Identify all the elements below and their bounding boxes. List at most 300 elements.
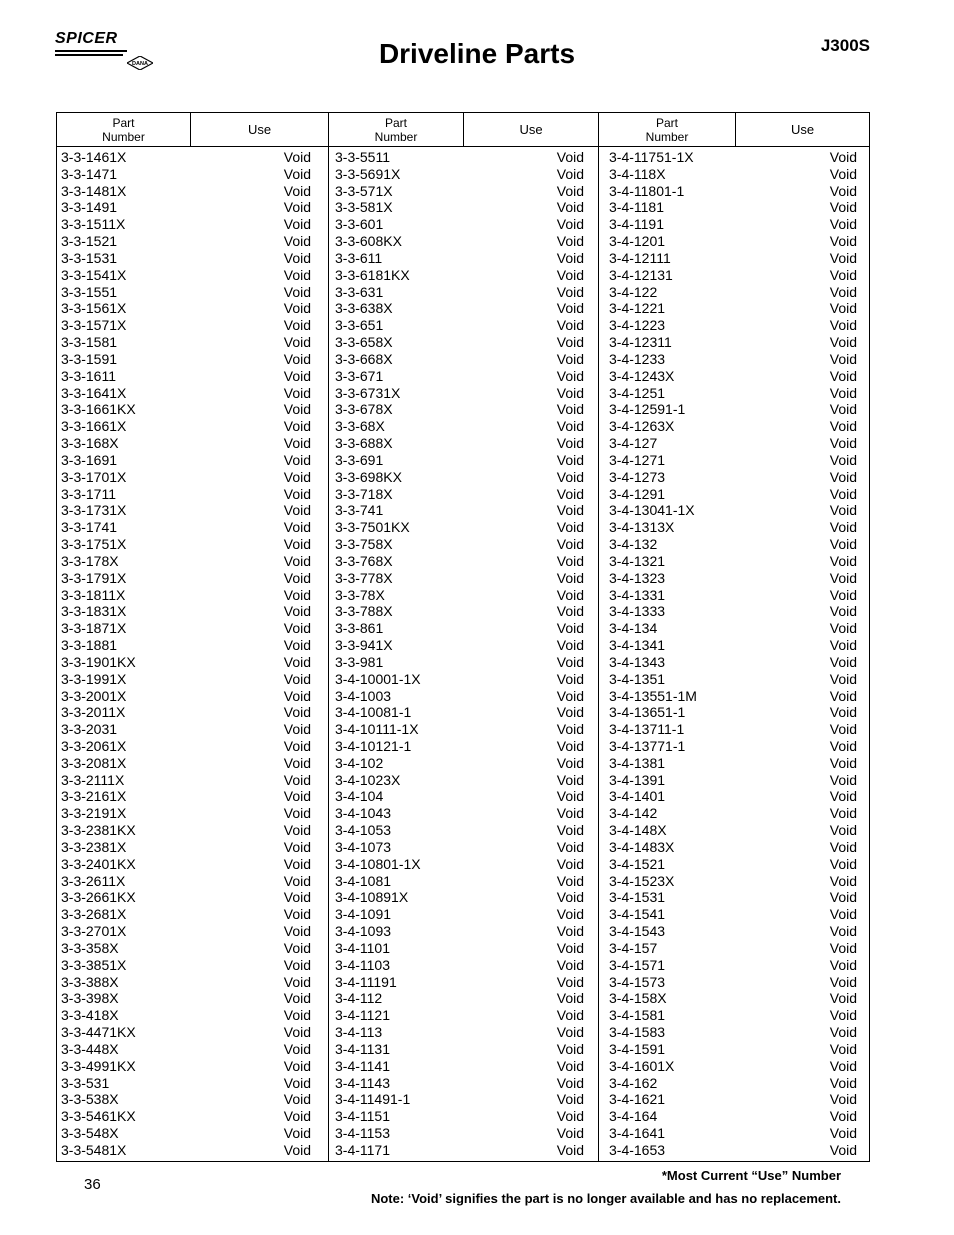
part-number: 3-4-1233 [609,350,666,367]
part-use: Void [283,838,311,855]
part-use: Void [283,536,311,553]
part-use: Void [829,182,857,199]
part-number: 3-4-1343 [609,653,666,670]
table-row [61,250,311,267]
part-number: 3-3-5461KX [61,1108,136,1125]
part-number: 3-4-1341 [609,637,666,654]
table-row [61,351,311,368]
part-number: 3-4-1573 [609,973,666,990]
part-use: Void [556,1125,584,1142]
brand-name: SPICER [55,30,118,47]
part-use: Void [283,973,311,990]
part-use: Void [556,788,584,805]
table-row [335,856,584,873]
table-row [335,889,584,906]
part-number: 3-4-1151 [335,1108,391,1125]
table-row [609,452,857,469]
header-divider [463,113,464,146]
table-row [61,755,311,772]
part-number: 3-4-127 [609,435,658,452]
part-use: Void [283,199,311,216]
part-number: 3-3-691 [335,451,384,468]
part-use: Void [556,536,584,553]
part-number: 3-3-5691X [335,165,401,182]
part-use: Void [829,1040,857,1057]
part-number: 3-4-1043 [335,805,392,822]
header-divider [190,113,191,146]
part-number: 3-4-164 [609,1108,658,1125]
part-use: Void [283,451,311,468]
table-row [609,284,857,301]
part-use: Void [829,468,857,485]
table-row [335,284,584,301]
table-row [609,317,857,334]
table-row [609,553,857,570]
table-row [609,688,857,705]
part-number: 3-4-1273 [609,468,666,485]
table-row [61,620,311,637]
part-use: Void [829,165,857,182]
part-number: 3-3-941X [335,637,393,654]
part-use: Void [829,418,857,435]
part-use: Void [829,687,857,704]
table-row [61,721,311,738]
part-number: 3-4-122 [609,283,658,300]
part-use: Void [829,990,857,1007]
part-use: Void [283,620,311,637]
part-number: 3-3-631 [335,283,384,300]
table-row [61,233,311,250]
part-number: 3-4-118X [609,165,666,182]
table-row [609,856,857,873]
part-number: 3-4-11751-1X [609,149,694,165]
part-number: 3-4-1391 [609,771,666,788]
part-number: 3-3-5481X [61,1141,127,1158]
part-use: Void [283,1091,311,1108]
part-number: 3-3-398X [61,990,119,1007]
part-number: 3-4-1653 [609,1141,666,1158]
table-row [61,452,311,469]
part-number: 3-3-1751X [61,536,127,553]
part-number: 3-4-1621 [609,1091,666,1108]
table-row [61,856,311,873]
part-number: 3-3-1831X [61,603,127,620]
table-row [335,351,584,368]
part-number: 3-3-1551 [61,283,118,300]
table-row [335,233,584,250]
table-row [335,688,584,705]
table-row [61,906,311,923]
part-use: Void [556,249,584,266]
part-use: Void [283,990,311,1007]
table-row [61,368,311,385]
table-row [335,738,584,755]
header-part-number: Part Number [374,115,418,144]
part-number: 3-3-1481X [61,182,127,199]
part-use: Void [556,266,584,283]
part-use: Void [556,838,584,855]
part-use: Void [556,923,584,940]
part-use: Void [829,889,857,906]
part-use: Void [829,939,857,956]
part-number: 3-3-1901KX [61,653,136,670]
table-row [335,199,584,216]
table-row [609,519,857,536]
part-use: Void [556,283,584,300]
table-row [335,671,584,688]
part-number: 3-4-1591 [609,1040,666,1057]
part-use: Void [556,939,584,956]
part-use: Void [283,872,311,889]
part-number: 3-4-13771-1 [609,737,686,754]
table-row [609,755,857,772]
table-row [335,704,584,721]
part-number: 3-3-1471 [61,165,118,182]
part-number: 3-3-2111X [61,771,125,788]
part-use: Void [829,704,857,721]
part-number: 3-3-2381X [61,838,127,855]
table-row [609,772,857,789]
table-row [61,637,311,654]
table-row [335,906,584,923]
part-use: Void [283,182,311,199]
part-number: 3-4-11191 [335,973,397,990]
table-row [609,923,857,940]
part-use: Void [556,317,584,334]
part-number: 3-4-12311 [609,334,672,351]
part-number: 3-3-1461X [61,149,127,165]
table-row [335,957,584,974]
table-row [61,1007,311,1024]
part-use: Void [556,1024,584,1041]
part-number: 3-3-2031 [61,721,118,738]
part-use: Void [556,653,584,670]
part-use: Void [829,384,857,401]
part-use: Void [829,350,857,367]
part-use: Void [556,485,584,502]
part-number: 3-4-1313X [609,519,675,536]
table-row [609,1041,857,1058]
part-use: Void [283,552,311,569]
table-row [335,873,584,890]
part-use: Void [556,889,584,906]
table-row [61,469,311,486]
table-row [335,166,584,183]
part-number: 3-3-668X [335,350,393,367]
table-row [609,873,857,890]
part-use: Void [829,653,857,670]
part-number: 3-4-1483X [609,838,675,855]
table-row [609,974,857,991]
part-number: 3-4-1401 [609,788,666,805]
part-number: 3-3-78X [335,586,385,603]
table-row [61,1075,311,1092]
part-use: Void [283,266,311,283]
part-number: 3-4-1103 [335,956,391,973]
part-number: 3-3-698KX [335,468,402,485]
table-row [61,334,311,351]
part-use: Void [829,771,857,788]
part-use: Void [556,165,584,182]
part-use: Void [829,822,857,839]
page-number: 36 [84,1176,101,1193]
table-row [335,990,584,1007]
part-number: 3-4-1523X [609,872,675,889]
part-number: 3-3-2191X [61,805,127,822]
part-use: Void [283,771,311,788]
part-number: 3-4-1601X [609,1057,675,1074]
part-use: Void [556,872,584,889]
part-use: Void [283,300,311,317]
table-row [609,738,857,755]
part-number: 3-4-1093 [335,923,392,940]
part-use: Void [829,923,857,940]
part-number: 3-4-10001-1X [335,670,421,687]
part-number: 3-3-1571X [61,317,127,334]
part-number: 3-3-1711 [61,485,117,502]
part-number: 3-4-1131 [335,1040,391,1057]
part-number: 3-3-358X [61,939,119,956]
part-use: Void [556,182,584,199]
table-row [61,1142,311,1159]
part-number: 3-4-148X [609,822,667,839]
part-use: Void [283,637,311,654]
part-use: Void [283,805,311,822]
table-row [335,974,584,991]
table-row [61,401,311,418]
part-number: 3-3-1991X [61,670,127,687]
part-use: Void [829,1091,857,1108]
part-use: Void [829,1108,857,1125]
part-use: Void [556,855,584,872]
table-row [609,401,857,418]
part-use: Void [829,1074,857,1091]
part-use: Void [283,249,311,266]
table-row [61,435,311,452]
part-use: Void [829,519,857,536]
part-use: Void [283,670,311,687]
table-row [335,267,584,284]
part-number: 3-4-104 [335,788,384,805]
part-number: 3-4-1351 [609,670,666,687]
table-row [61,738,311,755]
table-row [335,570,584,587]
part-use: Void [283,485,311,502]
part-number: 3-4-1541 [609,906,666,923]
table-row [335,519,584,536]
part-use: Void [829,838,857,855]
part-use: Void [283,283,311,300]
part-use: Void [556,620,584,637]
part-use: Void [283,788,311,805]
table-row [609,889,857,906]
part-number: 3-3-2701X [61,923,127,940]
part-use: Void [829,233,857,250]
table-row [61,1041,311,1058]
part-use: Void [829,485,857,502]
part-number: 3-3-6181KX [335,266,410,283]
table-row [609,149,857,166]
table-row [335,1041,584,1058]
part-use: Void [283,384,311,401]
table-row [335,368,584,385]
part-number: 3-3-1661KX [61,401,136,418]
part-number: 3-3-581X [335,199,393,216]
table-row [335,317,584,334]
part-number: 3-3-1871X [61,620,127,637]
part-number: 3-4-12591-1 [609,401,686,418]
table-row [335,300,584,317]
part-number: 3-3-718X [335,485,393,502]
part-use: Void [829,317,857,334]
part-number: 3-3-758X [335,536,393,553]
part-use: Void [283,401,311,418]
part-use: Void [556,956,584,973]
table-row [335,1007,584,1024]
table-row [61,873,311,890]
part-use: Void [556,334,584,351]
table-row [61,166,311,183]
part-use: Void [556,468,584,485]
table-row [609,1007,857,1024]
part-number: 3-4-1581 [609,1007,666,1024]
table-row [335,486,584,503]
part-use: Void [829,603,857,620]
part-number: 3-4-1531 [609,889,666,906]
header-use: Use [519,121,543,137]
table-row [609,671,857,688]
table-row [609,435,857,452]
table-row [61,587,311,604]
table-row [61,974,311,991]
part-use: Void [829,569,857,586]
part-use: Void [556,687,584,704]
table-row [335,183,584,200]
part-use: Void [283,502,311,519]
part-use: Void [283,569,311,586]
header-use: Use [790,121,815,137]
parts-column [335,149,584,1159]
table-row [61,822,311,839]
table-row [61,654,311,671]
part-use: Void [283,923,311,940]
part-use: Void [829,906,857,923]
part-use: Void [283,704,311,721]
part-use: Void [829,401,857,418]
part-use: Void [829,1024,857,1041]
table-row [61,990,311,1007]
part-number: 3-4-10121-1 [335,737,412,754]
part-use: Void [283,822,311,839]
table-row [61,216,311,233]
part-number: 3-4-1291 [609,485,666,502]
part-use: Void [283,855,311,872]
part-use: Void [556,754,584,771]
table-row [61,957,311,974]
part-use: Void [283,1057,311,1074]
part-number: 3-3-1881 [61,637,118,654]
part-number: 3-4-1121 [335,1007,391,1024]
table-row [609,469,857,486]
table-row [609,1108,857,1125]
part-number: 3-4-1243X [609,367,675,384]
part-number: 3-3-4471KX [61,1024,136,1041]
table-row [335,1091,584,1108]
table-row [335,149,584,166]
table-row [609,603,857,620]
table-row [609,704,857,721]
part-use: Void [556,737,584,754]
part-use: Void [283,586,311,603]
table-row [61,1125,311,1142]
part-use: Void [283,1040,311,1057]
table-row [61,1024,311,1041]
part-use: Void [829,536,857,553]
part-use: Void [283,1108,311,1125]
table-row [609,940,857,957]
part-use: Void [283,889,311,906]
table-row [609,536,857,553]
table-row [335,334,584,351]
part-number: 3-4-10111-1X [335,721,419,738]
table-row [61,149,311,166]
part-number: 3-4-112 [335,990,383,1007]
part-number: 3-4-1073 [335,838,392,855]
part-number: 3-3-2061X [61,737,127,754]
part-number: 3-4-1191 [609,216,665,233]
table-row [609,368,857,385]
part-use: Void [283,317,311,334]
part-use: Void [556,418,584,435]
table-row [609,570,857,587]
part-use: Void [829,754,857,771]
part-number: 3-4-1381 [609,754,666,771]
part-number: 3-4-1331 [609,586,666,603]
part-number: 3-3-611 [335,249,383,266]
part-use: Void [829,737,857,754]
part-number: 3-4-1171 [335,1141,391,1158]
table-row [609,300,857,317]
part-number: 3-3-168X [61,435,119,452]
part-use: Void [829,199,857,216]
table-row [609,906,857,923]
part-number: 3-3-1591 [61,350,118,367]
table-row [609,199,857,216]
part-number: 3-3-1691 [61,451,118,468]
table-row [609,1091,857,1108]
part-use: Void [556,199,584,216]
part-number: 3-4-1641 [609,1125,666,1142]
part-use: Void [556,586,584,603]
part-number: 3-3-1521 [61,233,118,250]
table-row [609,1024,857,1041]
part-use: Void [556,670,584,687]
part-number: 3-4-10081-1 [335,704,412,721]
part-number: 3-4-158X [609,990,667,1007]
part-number: 3-4-12131 [609,266,673,283]
table-row [335,721,584,738]
part-number: 3-4-1263X [609,418,675,435]
table-row [609,385,857,402]
part-number: 3-3-1561X [61,300,127,317]
part-use: Void [829,266,857,283]
part-use: Void [829,451,857,468]
part-use: Void [829,552,857,569]
part-use: Void [556,721,584,738]
table-row [335,940,584,957]
part-number: 3-3-1491 [61,199,118,216]
part-use: Void [829,283,857,300]
